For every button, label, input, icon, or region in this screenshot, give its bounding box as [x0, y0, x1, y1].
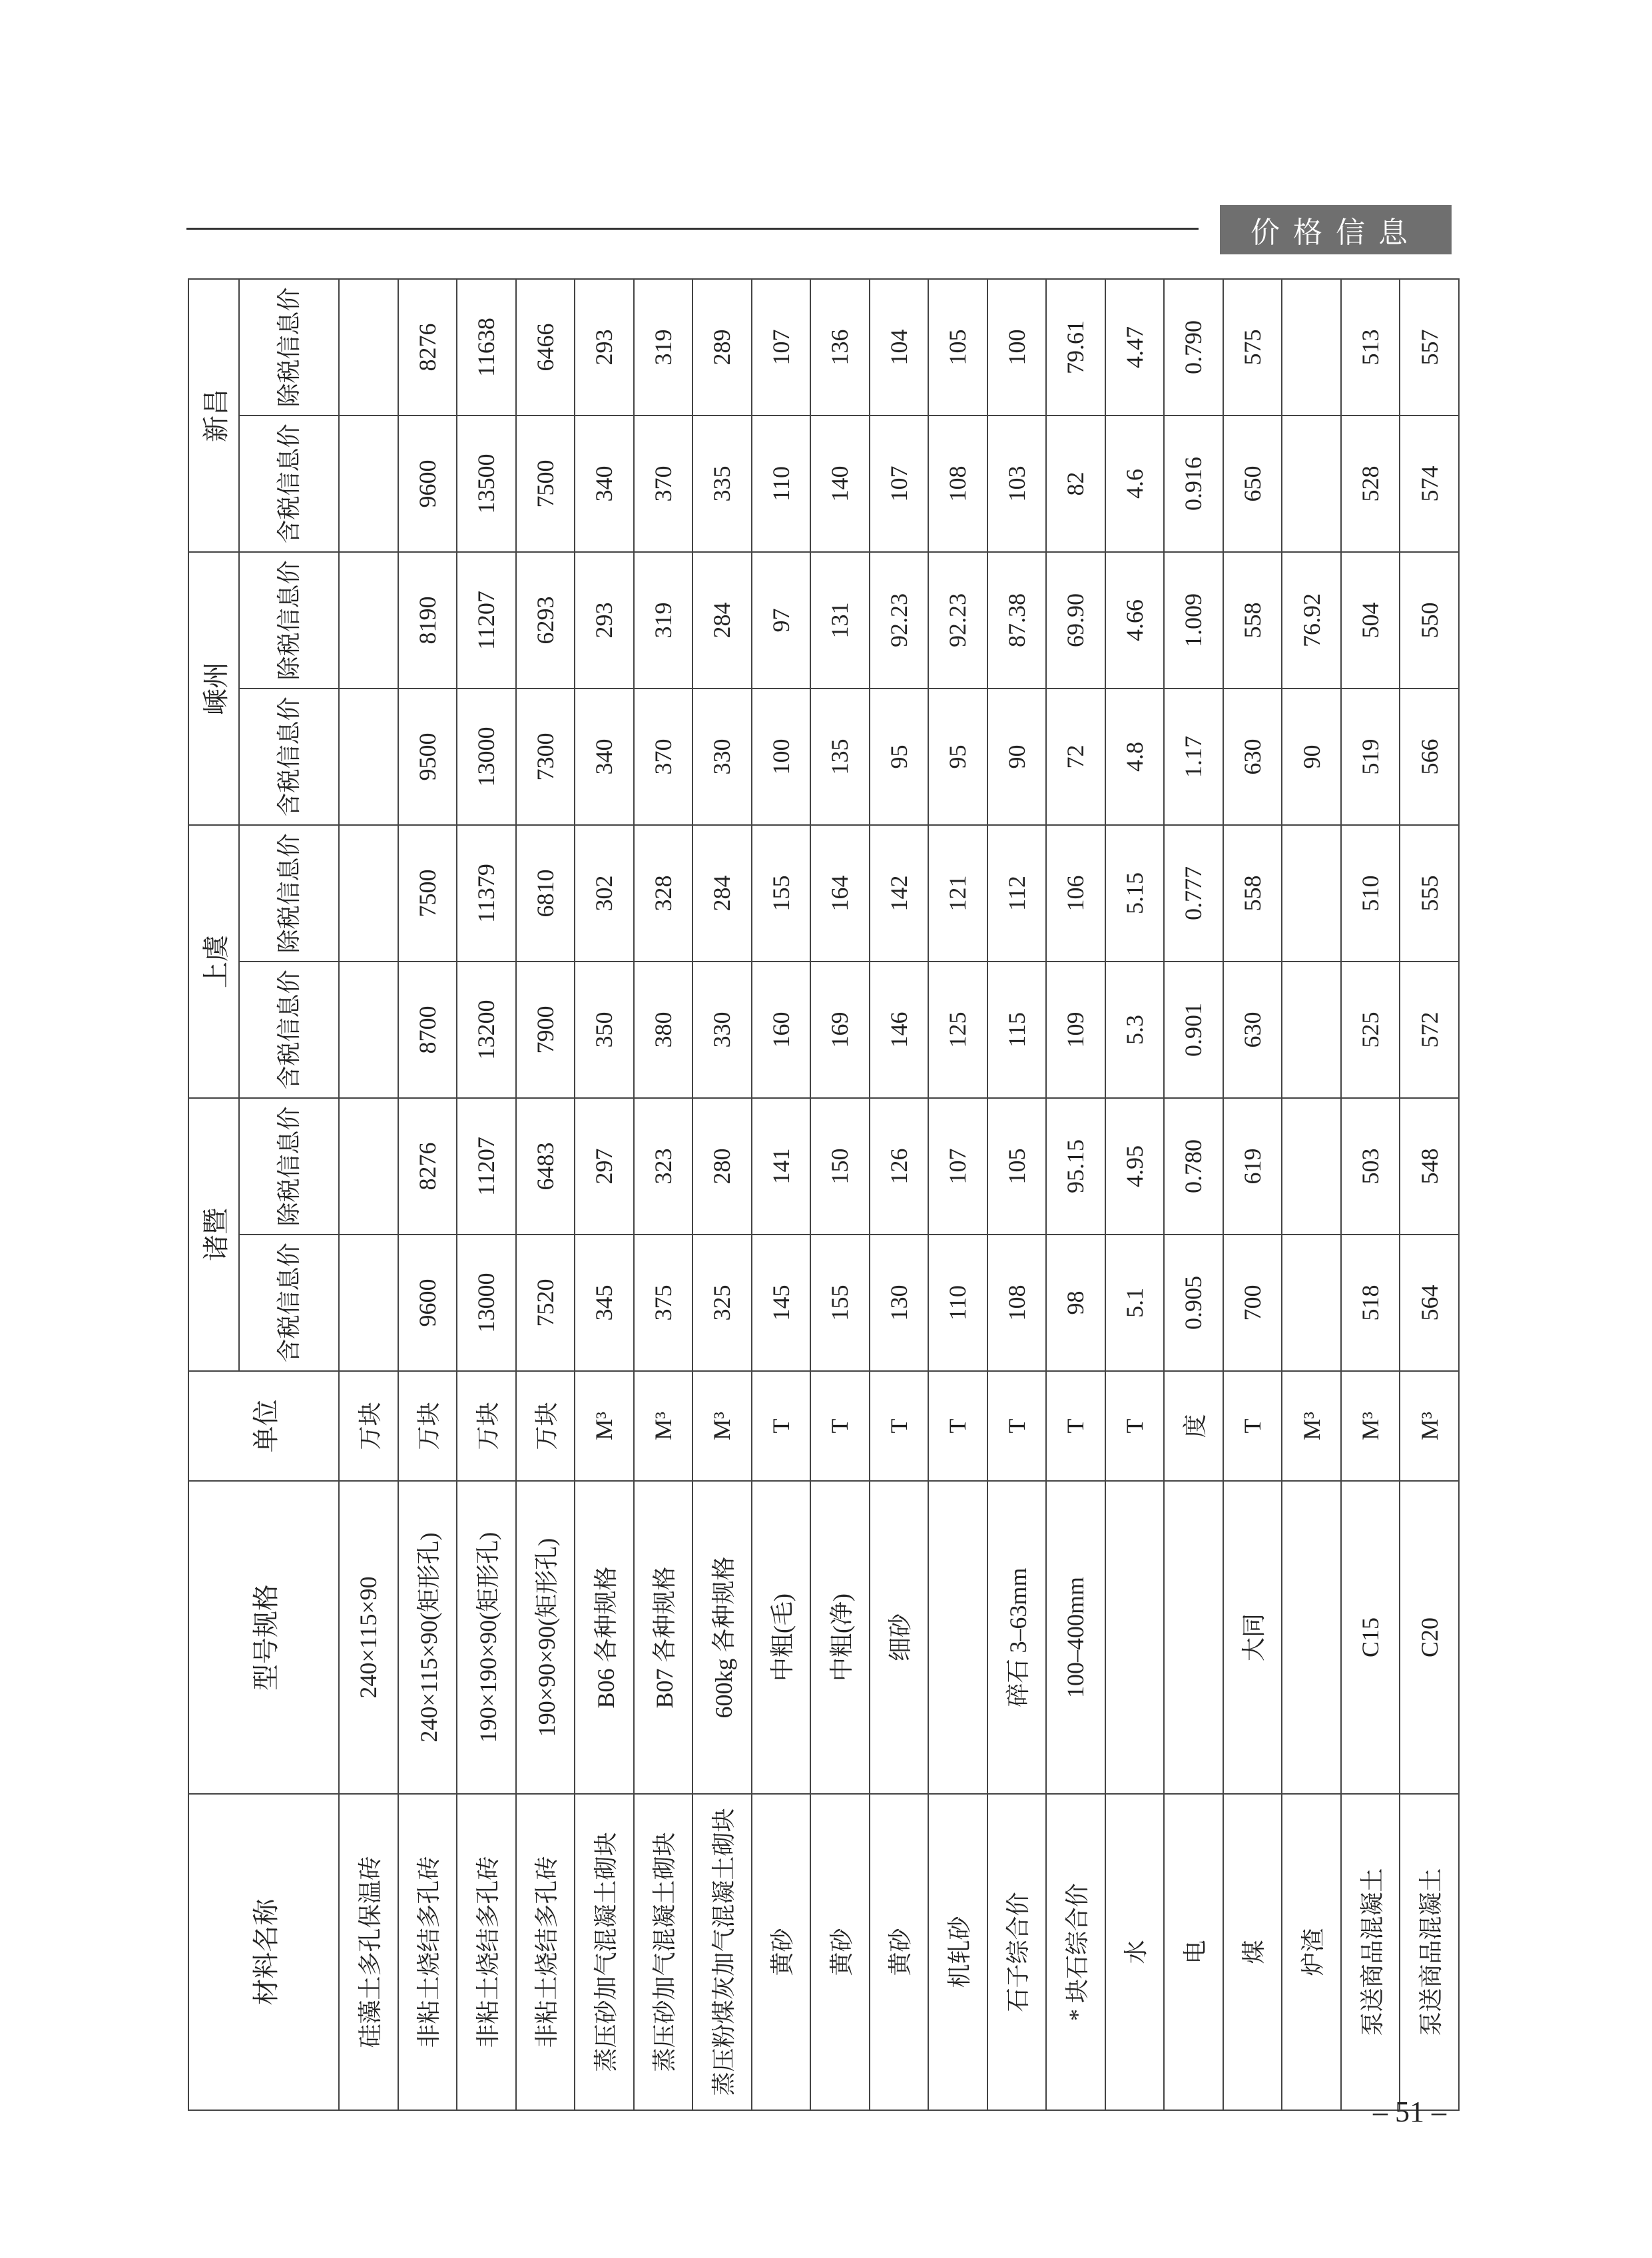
price-cell: 107: [752, 279, 811, 416]
price-cell: 330: [692, 962, 752, 1098]
page-number: – 51 –: [1373, 2096, 1446, 2128]
price-cell: 328: [634, 825, 693, 962]
price-cell: 13000: [457, 1235, 516, 1371]
price-cell: 5.1: [1105, 1235, 1165, 1371]
unit-cell: M³: [1282, 1371, 1341, 1481]
sub-header-tax-incl: 含税信息价: [239, 416, 339, 552]
material-name-cell: 蒸压砂加气混凝土砌块: [575, 1794, 634, 2110]
price-cell: 169: [810, 962, 870, 1098]
spec-cell: 190×90×90(矩形孔): [516, 1481, 575, 1794]
price-cell: 95.15: [1046, 1098, 1105, 1235]
price-cell: [339, 552, 398, 689]
material-name-cell: 炉渣: [1282, 1794, 1341, 2110]
price-cell: 5.3: [1105, 962, 1165, 1098]
table-row: [692, 279, 752, 2110]
table-row: [1223, 279, 1282, 2110]
price-cell: 11207: [457, 1098, 516, 1235]
price-cell: 105: [928, 279, 987, 416]
price-cell: 135: [810, 689, 870, 825]
price-cell: 98: [1046, 1235, 1105, 1371]
price-cell: 6466: [516, 279, 575, 416]
region-header-shangyu: 上虞: [188, 825, 239, 1098]
price-cell: 92.23: [870, 552, 929, 689]
price-cell: 8276: [398, 1098, 457, 1235]
material-name-cell: 非粘土烧结多孔砖: [457, 1794, 516, 2110]
price-cell: 0.901: [1164, 962, 1223, 1098]
material-name-cell: 非粘土烧结多孔砖: [398, 1794, 457, 2110]
table-row: [634, 279, 693, 2110]
price-cell: 630: [1223, 689, 1282, 825]
unit-cell: T: [870, 1371, 929, 1481]
rotated-table-frame: [188, 280, 1460, 2111]
price-cell: 4.66: [1105, 552, 1165, 689]
price-cell: 302: [575, 825, 634, 962]
price-cell: 106: [1046, 825, 1105, 962]
price-cell: 519: [1341, 689, 1400, 825]
price-cell: 72: [1046, 689, 1105, 825]
spec-cell: 240×115×90(矩形孔): [398, 1481, 457, 1794]
price-cell: 110: [752, 416, 811, 552]
price-cell: [339, 825, 398, 962]
spec-cell: 240×115×90: [339, 1481, 398, 1794]
sub-header-tax-incl: 含税信息价: [239, 689, 339, 825]
price-cell: 325: [692, 1235, 752, 1371]
price-cell: 7500: [516, 416, 575, 552]
spec-cell: [928, 1481, 987, 1794]
price-cell: 150: [810, 1098, 870, 1235]
price-cell: 375: [634, 1235, 693, 1371]
price-cell: 370: [634, 416, 693, 552]
price-cell: 504: [1341, 552, 1400, 689]
price-cell: 105: [987, 1098, 1047, 1235]
price-cell: [1282, 962, 1341, 1098]
price-cell: 115: [987, 962, 1047, 1098]
price-cell: 558: [1223, 552, 1282, 689]
region-header-shengzhou: 嵊州: [188, 552, 239, 825]
price-cell: 107: [928, 1098, 987, 1235]
price-cell: 6810: [516, 825, 575, 962]
price-cell: 9600: [398, 416, 457, 552]
col-header-unit: 单位: [188, 1371, 339, 1481]
unit-cell: 万块: [339, 1371, 398, 1481]
price-cell: 11379: [457, 825, 516, 962]
price-cell: 6483: [516, 1098, 575, 1235]
unit-cell: T: [810, 1371, 870, 1481]
price-cell: 566: [1400, 689, 1459, 825]
table-row: [928, 279, 987, 2110]
table-row: [810, 279, 870, 2110]
price-cell: 528: [1341, 416, 1400, 552]
price-cell: 7900: [516, 962, 575, 1098]
price-cell: 146: [870, 962, 929, 1098]
sub-header-tax-excl: 除税信息价: [239, 825, 339, 962]
price-cell: 284: [692, 552, 752, 689]
price-cell: 9600: [398, 1235, 457, 1371]
price-cell: 319: [634, 279, 693, 416]
table-row: [457, 279, 516, 2110]
price-cell: [339, 1235, 398, 1371]
price-cell: 284: [692, 825, 752, 962]
price-cell: 110: [928, 1235, 987, 1371]
price-cell: 11638: [457, 279, 516, 416]
price-cell: 155: [810, 1235, 870, 1371]
price-cell: 557: [1400, 279, 1459, 416]
price-cell: [339, 1098, 398, 1235]
spec-cell: B06 各种规格: [575, 1481, 634, 1794]
region-header-xinchang: 新昌: [188, 279, 239, 552]
unit-cell: T: [752, 1371, 811, 1481]
price-cell: 330: [692, 689, 752, 825]
price-cell: 293: [575, 279, 634, 416]
price-cell: 555: [1400, 825, 1459, 962]
col-header-spec: 型号规格: [188, 1481, 339, 1794]
price-cell: 0.777: [1164, 825, 1223, 962]
unit-cell: 万块: [457, 1371, 516, 1481]
sub-header-tax-incl: 含税信息价: [239, 962, 339, 1098]
price-cell: [339, 279, 398, 416]
spec-cell: C20: [1400, 1481, 1459, 1794]
price-cell: 572: [1400, 962, 1459, 1098]
price-cell: 76.92: [1282, 552, 1341, 689]
price-cell: 108: [928, 416, 987, 552]
material-name-cell: 水: [1105, 1794, 1165, 2110]
price-cell: [1282, 279, 1341, 416]
price-cell: 350: [575, 962, 634, 1098]
unit-cell: M³: [692, 1371, 752, 1481]
price-cell: 90: [1282, 689, 1341, 825]
spec-cell: [1282, 1481, 1341, 1794]
price-cell: 380: [634, 962, 693, 1098]
price-cell: 164: [810, 825, 870, 962]
price-cell: 335: [692, 416, 752, 552]
price-cell: 140: [810, 416, 870, 552]
price-cell: 7500: [398, 825, 457, 962]
material-name-cell: 石子综合价: [987, 1794, 1047, 2110]
table-row: [1046, 279, 1105, 2110]
price-cell: 107: [870, 416, 929, 552]
col-header-name: 材料名称: [188, 1794, 339, 2110]
spec-cell: B07 各种规格: [634, 1481, 693, 1794]
price-cell: 564: [1400, 1235, 1459, 1371]
price-cell: 103: [987, 416, 1047, 552]
table-row: [398, 279, 457, 2110]
unit-cell: 度: [1164, 1371, 1223, 1481]
unit-cell: T: [1046, 1371, 1105, 1481]
spec-cell: 大同: [1223, 1481, 1282, 1794]
material-name-cell: * 块石综合价: [1046, 1794, 1105, 2110]
region-header-zhuji: 诸暨: [188, 1098, 239, 1371]
table-row: [1282, 279, 1341, 2110]
price-cell: [339, 689, 398, 825]
table-row: [1105, 279, 1165, 2110]
price-cell: 100: [987, 279, 1047, 416]
section-title-badge: 价格信息: [1220, 205, 1452, 254]
price-cell: 11207: [457, 552, 516, 689]
price-cell: 95: [928, 689, 987, 825]
price-cell: 109: [1046, 962, 1105, 1098]
price-cell: 5.15: [1105, 825, 1165, 962]
price-cell: 619: [1223, 1098, 1282, 1235]
price-cell: 518: [1341, 1235, 1400, 1371]
price-cell: 0.905: [1164, 1235, 1223, 1371]
material-name-cell: 煤: [1223, 1794, 1282, 2110]
sub-header-tax-incl: 含税信息价: [239, 1235, 339, 1371]
unit-cell: 万块: [516, 1371, 575, 1481]
table-row: [987, 279, 1047, 2110]
table-row: [1400, 279, 1459, 2110]
unit-cell: T: [1223, 1371, 1282, 1481]
price-cell: 0.790: [1164, 279, 1223, 416]
material-name-cell: 非粘土烧结多孔砖: [516, 1794, 575, 2110]
price-cell: 92.23: [928, 552, 987, 689]
price-cell: 700: [1223, 1235, 1282, 1371]
price-cell: 548: [1400, 1098, 1459, 1235]
price-cell: 297: [575, 1098, 634, 1235]
price-cell: 630: [1223, 962, 1282, 1098]
price-cell: 8190: [398, 552, 457, 689]
spec-cell: 中粗(净): [810, 1481, 870, 1794]
price-cell: [1282, 825, 1341, 962]
spec-cell: 190×190×90(矩形孔): [457, 1481, 516, 1794]
table-row: [1164, 279, 1223, 2110]
unit-cell: M³: [575, 1371, 634, 1481]
material-name-cell: 蒸压砂加气混凝土砌块: [634, 1794, 693, 2110]
price-cell: 1.009: [1164, 552, 1223, 689]
material-name-cell: 泵送商品混凝土: [1341, 1794, 1400, 2110]
material-name-cell: 黄砂: [752, 1794, 811, 2110]
price-cell: [1282, 1098, 1341, 1235]
table-row: [575, 279, 634, 2110]
price-cell: 525: [1341, 962, 1400, 1098]
price-cell: [1282, 1235, 1341, 1371]
price-cell: 121: [928, 825, 987, 962]
price-cell: 550: [1400, 552, 1459, 689]
unit-cell: T: [1105, 1371, 1165, 1481]
price-cell: 126: [870, 1098, 929, 1235]
price-cell: [339, 962, 398, 1098]
spec-cell: [1105, 1481, 1165, 1794]
price-cell: 8700: [398, 962, 457, 1098]
material-name-cell: 蒸压粉煤灰加气混凝土砌块: [692, 1794, 752, 2110]
sub-header-tax-excl: 除税信息价: [239, 552, 339, 689]
table-row: [870, 279, 929, 2110]
table-row: [1341, 279, 1400, 2110]
material-name-cell: 机轧砂: [928, 1794, 987, 2110]
material-name-cell: 黄砂: [810, 1794, 870, 2110]
material-name-cell: 硅藻土多孔保温砖: [339, 1794, 398, 2110]
price-cell: 575: [1223, 279, 1282, 416]
price-cell: 280: [692, 1098, 752, 1235]
price-cell: 90: [987, 689, 1047, 825]
price-cell: 112: [987, 825, 1047, 962]
header-rule: [186, 228, 1199, 230]
price-table-container: [188, 280, 1460, 2111]
price-cell: 69.90: [1046, 552, 1105, 689]
price-cell: 125: [928, 962, 987, 1098]
price-cell: 155: [752, 825, 811, 962]
price-cell: 141: [752, 1098, 811, 1235]
spec-cell: 中粗(毛): [752, 1481, 811, 1794]
price-cell: 340: [575, 416, 634, 552]
price-cell: 82: [1046, 416, 1105, 552]
price-cell: 13200: [457, 962, 516, 1098]
price-cell: 293: [575, 552, 634, 689]
unit-cell: M³: [634, 1371, 693, 1481]
price-cell: 7520: [516, 1235, 575, 1371]
material-name-cell: 电: [1164, 1794, 1223, 2110]
price-cell: 1.17: [1164, 689, 1223, 825]
price-cell: 323: [634, 1098, 693, 1235]
price-cell: 108: [987, 1235, 1047, 1371]
spec-cell: 细砂: [870, 1481, 929, 1794]
price-cell: 340: [575, 689, 634, 825]
price-cell: 319: [634, 552, 693, 689]
material-name-cell: 黄砂: [870, 1794, 929, 2110]
price-cell: 4.6: [1105, 416, 1165, 552]
price-cell: 104: [870, 279, 929, 416]
price-cell: 513: [1341, 279, 1400, 416]
price-cell: 289: [692, 279, 752, 416]
spec-cell: C15: [1341, 1481, 1400, 1794]
price-cell: [1282, 416, 1341, 552]
price-cell: 13000: [457, 689, 516, 825]
spec-cell: 600kg 各种规格: [692, 1481, 752, 1794]
price-cell: 145: [752, 1235, 811, 1371]
unit-cell: T: [928, 1371, 987, 1481]
price-cell: 79.61: [1046, 279, 1105, 416]
table-row: [516, 279, 575, 2110]
price-cell: 9500: [398, 689, 457, 825]
table-row: [752, 279, 811, 2110]
price-cell: 160: [752, 962, 811, 1098]
spec-cell: 100–400mm: [1046, 1481, 1105, 1794]
sub-header-tax-excl: 除税信息价: [239, 279, 339, 416]
material-name-cell: 泵送商品混凝土: [1400, 1794, 1459, 2110]
price-cell: 136: [810, 279, 870, 416]
price-cell: 4.8: [1105, 689, 1165, 825]
price-cell: 8276: [398, 279, 457, 416]
price-cell: 4.47: [1105, 279, 1165, 416]
price-cell: 87.38: [987, 552, 1047, 689]
spec-cell: 碎石 3–63mm: [987, 1481, 1047, 1794]
unit-cell: M³: [1400, 1371, 1459, 1481]
price-cell: 6293: [516, 552, 575, 689]
price-cell: 4.95: [1105, 1098, 1165, 1235]
price-cell: 142: [870, 825, 929, 962]
price-cell: 130: [870, 1235, 929, 1371]
price-cell: 558: [1223, 825, 1282, 962]
unit-cell: 万块: [398, 1371, 457, 1481]
price-cell: 7300: [516, 689, 575, 825]
price-cell: 503: [1341, 1098, 1400, 1235]
table-row: [339, 279, 398, 2110]
price-cell: 97: [752, 552, 811, 689]
price-cell: 370: [634, 689, 693, 825]
unit-cell: M³: [1341, 1371, 1400, 1481]
price-cell: [339, 416, 398, 552]
sub-header-tax-excl: 除税信息价: [239, 1098, 339, 1235]
price-cell: 345: [575, 1235, 634, 1371]
spec-cell: [1164, 1481, 1223, 1794]
price-cell: 13500: [457, 416, 516, 552]
price-table: [188, 278, 1460, 2111]
price-cell: 574: [1400, 416, 1459, 552]
price-cell: 0.916: [1164, 416, 1223, 552]
price-cell: 131: [810, 552, 870, 689]
price-cell: 95: [870, 689, 929, 825]
price-cell: 510: [1341, 825, 1400, 962]
price-cell: 100: [752, 689, 811, 825]
unit-cell: T: [987, 1371, 1047, 1481]
price-cell: 650: [1223, 416, 1282, 552]
price-cell: 0.780: [1164, 1098, 1223, 1235]
